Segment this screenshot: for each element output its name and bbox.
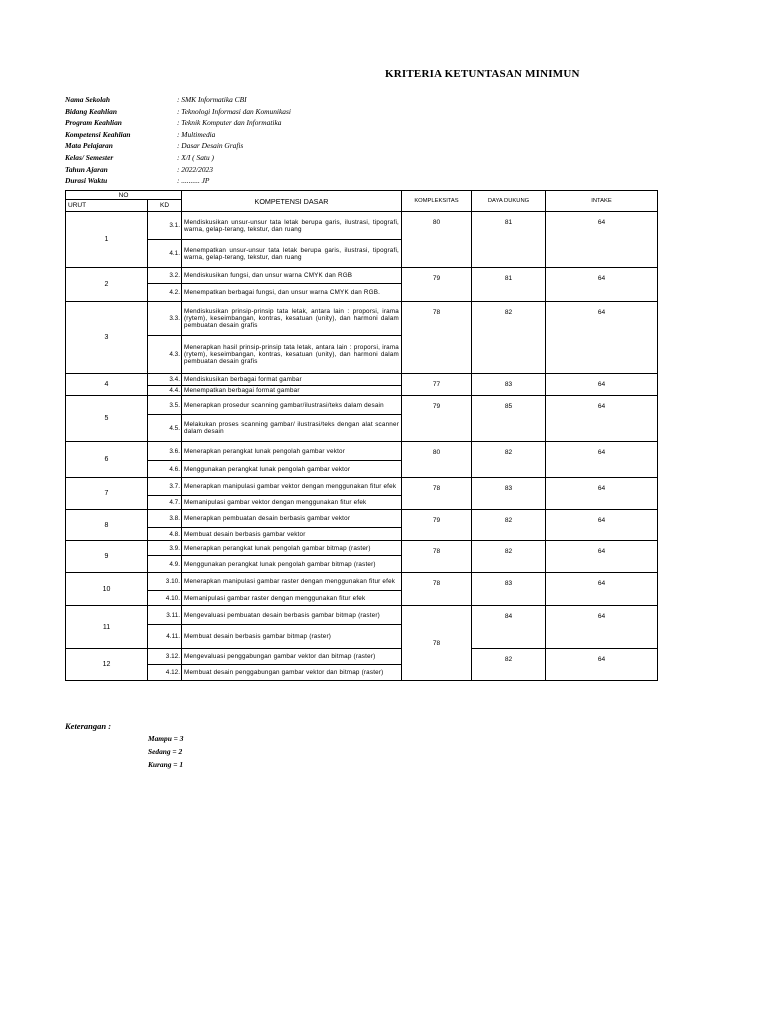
legend-item-mampu: Mampu = 3 (148, 734, 184, 743)
kompetensi-cell: Memanipulasi gambar raster dengan menggunakan fitur efek (182, 591, 402, 606)
urut-cell: 10 (66, 573, 148, 606)
kd-cell: 3.6. (148, 442, 182, 461)
legend-item-sedang: Sedang = 2 (148, 747, 183, 756)
info-row-tahun-ajaran (65, 165, 377, 177)
kompetensi-cell: Membuat desain penggabungan gambar vektor dan bitmap (raster) (182, 665, 402, 681)
table-row (66, 212, 658, 240)
kompetensi-cell: Mendiskusikan prinsip-prinsip tata letak, antara lain : proporsi, irama (rytem), keseimbangan, kontras, kesatuan (unity), dan harmoni dalam pembuatan desain grafis (182, 302, 402, 336)
table-row (66, 478, 658, 496)
table-row (66, 442, 658, 461)
info-row-kompetensi-keahlian (65, 130, 377, 142)
kompleksitas-cell: 78 (402, 573, 472, 606)
header-row (66, 191, 658, 200)
kkm-table-body (66, 191, 658, 681)
intake-cell: 64 (546, 268, 658, 302)
header-urut: URUT (66, 200, 148, 212)
kompetensi-cell: Menerapkan prosedur scanning gambar/ilustrasi/teks dalam desain (182, 396, 402, 415)
table-row (66, 649, 658, 665)
kompetensi-cell: Mendiskusikan berbagai format gambar (182, 374, 402, 386)
intake-cell: 64 (546, 442, 658, 478)
keterangan-label: Keterangan : (65, 721, 112, 731)
kompetensi-cell: Menerapkan perangkat lunak pengolah gambar vektor (182, 442, 402, 461)
kd-cell: 4.2. (148, 284, 182, 302)
keterangan-legend (148, 734, 183, 773)
intake-cell: 64 (546, 212, 658, 268)
info-value: : Teknologi Informasi dan Komunikasi (177, 106, 291, 116)
info-label: Program Keahlian (65, 118, 122, 128)
kompetensi-cell: Menerapkan pembuatan desain berbasis gambar vektor (182, 510, 402, 528)
table-row (66, 510, 658, 528)
info-row-bidang-keahlian (65, 107, 377, 119)
kd-cell: 3.3. (148, 302, 182, 336)
daya-dukung-cell: 82 (472, 510, 546, 541)
kd-cell: 4.8. (148, 528, 182, 541)
intake-cell: 64 (546, 396, 658, 442)
kompetensi-cell: Menerapkan perangkat lunak pengolah gambar bitmap (raster) (182, 541, 402, 556)
kd-cell: 4.4. (148, 386, 182, 396)
intake-cell: 64 (546, 541, 658, 573)
table-row (66, 396, 658, 415)
kompetensi-cell: Melakukan proses scanning gambar/ ilustrasi/teks dengan alat scanner dalam desain (182, 415, 402, 442)
daya-dukung-cell: 82 (472, 302, 546, 374)
kompleksitas-cell: 78 (402, 606, 472, 681)
info-row-kelas-semester (65, 153, 377, 165)
urut-cell: 6 (66, 442, 148, 478)
kd-cell: 3.8. (148, 510, 182, 528)
urut-cell: 3 (66, 302, 148, 374)
table-row (66, 302, 658, 336)
kd-cell: 3.5. (148, 396, 182, 415)
info-value: : Teknik Komputer dan Informatika (177, 118, 282, 128)
header-intake: INTAKE (546, 191, 658, 212)
kompetensi-cell: Menerapkan hasil prinsip-prinsip tata letak, antara lain : proporsi, irama (rytem), keseimbangan, kontras, kesatuan (unity), dan harmoni dalam pembuatan desain grafis (182, 336, 402, 374)
kd-cell: 4.1. (148, 240, 182, 268)
header-kompleksitas: KOMPLEKSITAS (402, 191, 472, 212)
urut-cell: 2 (66, 268, 148, 302)
urut-cell: 7 (66, 478, 148, 510)
header-no: NO (66, 191, 182, 200)
intake-cell: 64 (546, 649, 658, 681)
info-label: Nama Sekolah (65, 95, 110, 104)
kompetensi-cell: Mengevaluasi pembuatan desain berbasis gambar bitmap (raster) (182, 606, 402, 625)
kompetensi-cell: Menempatkan berbagai fungsi, dan unsur warna CMYK dan RGB. (182, 284, 402, 302)
urut-cell: 1 (66, 212, 148, 268)
kd-cell: 4.6. (148, 461, 182, 478)
daya-dukung-cell: 85 (472, 396, 546, 442)
urut-cell: 12 (66, 649, 148, 681)
info-value: : Multimedia (177, 129, 216, 139)
kompleksitas-cell: 79 (402, 510, 472, 541)
kd-cell: 3.1. (148, 212, 182, 240)
urut-cell: 5 (66, 396, 148, 442)
info-row-mata-pelajaran (65, 141, 377, 153)
info-label: Kelas/ Semester (65, 152, 114, 162)
kompetensi-cell: Mengevaluasi penggabungan gambar vektor dan bitmap (raster) (182, 649, 402, 665)
daya-dukung-cell: 82 (472, 541, 546, 573)
kompetensi-cell: Menggunakan perangkat lunak pengolah gambar vektor (182, 461, 402, 478)
intake-cell: 64 (546, 573, 658, 606)
kd-cell: 3.12. (148, 649, 182, 665)
kd-cell: 4.7. (148, 496, 182, 510)
legend-item-kurang: Kurang = 1 (148, 760, 184, 769)
kompetensi-cell: Mendiskusikan fungsi, dan unsur warna CMYK dan RGB (182, 268, 402, 284)
info-value: : X/I ( Satu ) (177, 152, 214, 162)
kompleksitas-cell: 78 (402, 541, 472, 573)
info-label: Tahun Ajaran (65, 164, 108, 174)
kompetensi-cell: Menerapkan manipulasi gambar vektor dengan menggunakan fitur efek (182, 478, 402, 496)
intake-cell: 64 (546, 606, 658, 649)
kd-cell: 4.3. (148, 336, 182, 374)
header-daya-dukung: DAYA DUKUNG (472, 191, 546, 212)
kd-cell: 4.10. (148, 591, 182, 606)
kompetensi-cell: Membuat desain berbasis gambar bitmap (raster) (182, 625, 402, 649)
table-row (66, 374, 658, 386)
table-row (66, 541, 658, 556)
school-info (65, 95, 377, 188)
kd-cell: 4.9. (148, 556, 182, 573)
intake-cell: 64 (546, 478, 658, 510)
kd-cell: 4.11. (148, 625, 182, 649)
kkm-table (65, 190, 658, 681)
info-value: : SMK Informatika CBI (177, 95, 247, 104)
info-label: Kompetensi Keahlian (65, 129, 131, 139)
intake-cell: 64 (546, 374, 658, 396)
table-row (66, 573, 658, 591)
info-label: Mata Pelajaran (65, 141, 113, 151)
daya-dukung-cell: 81 (472, 212, 546, 268)
kd-cell: 4.12. (148, 665, 182, 681)
kd-cell: 3.10. (148, 573, 182, 591)
urut-cell: 9 (66, 541, 148, 573)
document-title: KRITERIA KETUNTASAN MINIMUN (385, 68, 580, 80)
daya-dukung-cell: 84 (472, 606, 546, 649)
daya-dukung-cell: 83 (472, 374, 546, 396)
info-row-program-keahlian (65, 118, 377, 130)
info-row-durasi-waktu (65, 176, 377, 188)
header-kompetensi-dasar: KOMPETENSI DASAR (182, 191, 402, 212)
kompleksitas-cell: 79 (402, 268, 472, 302)
daya-dukung-cell: 82 (472, 442, 546, 478)
header-kd: KD (148, 200, 182, 212)
info-label: Durasi Waktu (65, 176, 108, 186)
urut-cell: 4 (66, 374, 148, 396)
daya-dukung-cell: 81 (472, 268, 546, 302)
kompetensi-cell: Mendiskusikan unsur-unsur tata letak berupa garis, ilustrasi, tipografi, warna, gelap-terang, tekstur, dan ruang (182, 212, 402, 240)
kompetensi-cell: Menerapkan manipulasi gambar raster dengan menggunakan fitur efek (182, 573, 402, 591)
daya-dukung-cell: 83 (472, 478, 546, 510)
kompleksitas-cell: 80 (402, 212, 472, 268)
kompleksitas-cell: 78 (402, 302, 472, 374)
info-value: : .......... JP (177, 176, 210, 186)
info-value: : Dasar Desain Grafis (177, 141, 244, 151)
kompetensi-cell: Menggunakan perangkat lunak pengolah gambar bitmap (raster) (182, 556, 402, 573)
urut-cell: 8 (66, 510, 148, 541)
table-row (66, 606, 658, 625)
intake-cell: 64 (546, 302, 658, 374)
kd-cell: 3.11. (148, 606, 182, 625)
kd-cell: 3.4. (148, 374, 182, 386)
intake-cell: 64 (546, 510, 658, 541)
table-row (66, 268, 658, 284)
kompetensi-cell: Menempatkan unsur-unsur tata letak berupa garis, ilustrasi, tipografi, warna, gelap-terang, tekstur, dan ruang (182, 240, 402, 268)
daya-dukung-cell: 82 (472, 649, 546, 681)
kd-cell: 3.9. (148, 541, 182, 556)
urut-cell: 11 (66, 606, 148, 649)
info-value: : 2022/2023 (177, 164, 213, 174)
info-row-nama-sekolah (65, 95, 377, 107)
kompetensi-cell: Membuat desain berbasis gambar vektor (182, 528, 402, 541)
info-label: Bidang Keahlian (65, 106, 117, 116)
kompleksitas-cell: 79 (402, 396, 472, 442)
kompetensi-cell: Memanipulasi gambar vektor dengan menggunakan fitur efek (182, 496, 402, 510)
kompetensi-cell: Menempatkan berbagai format gambar (182, 386, 402, 396)
kompleksitas-cell: 77 (402, 374, 472, 396)
kd-cell: 3.2. (148, 268, 182, 284)
kd-cell: 4.5. (148, 415, 182, 442)
kompleksitas-cell: 78 (402, 478, 472, 510)
daya-dukung-cell: 83 (472, 573, 546, 606)
kompleksitas-cell: 80 (402, 442, 472, 478)
kd-cell: 3.7. (148, 478, 182, 496)
